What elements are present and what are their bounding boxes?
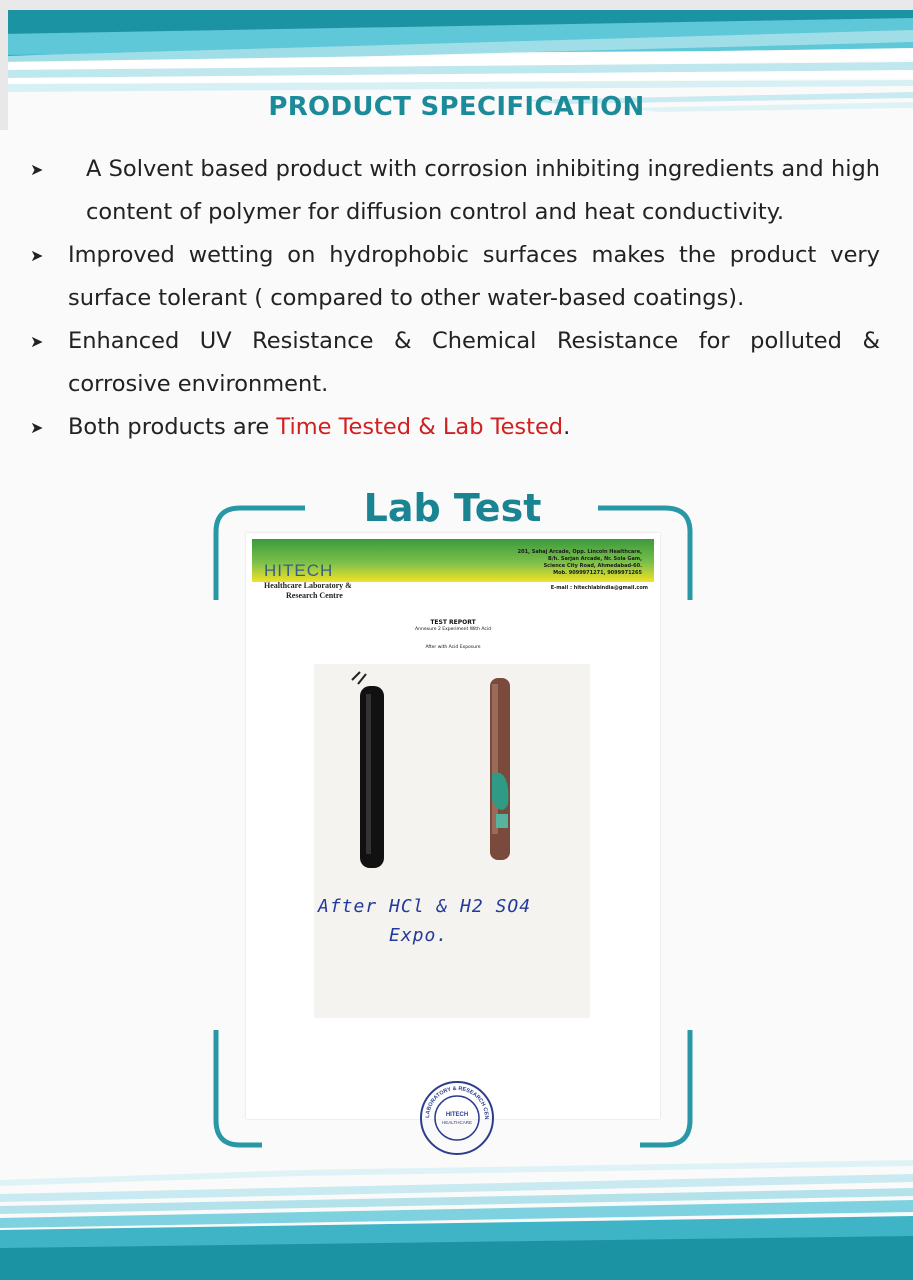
bullet-text: A Solvent based product with corrosion inhibiting ingredients and high content of polymer for diffusion control and heat conductivity. — [86, 156, 880, 225]
bullet-text-before: Both products are — [68, 414, 277, 440]
report-heading: TEST REPORT — [430, 619, 476, 626]
address-line: Science City Road, Ahmedabad-60. — [543, 563, 642, 569]
lab-test-title: Lab Test — [363, 486, 542, 530]
arrowhead-bullet-icon: ➤ — [30, 332, 44, 351]
report-subheading: Annexure 2 Experiment With Acid — [415, 627, 491, 632]
bullet-text: Enhanced UV Resistance & Chemical Resistance for polluted & corrosive environment. — [68, 328, 880, 397]
address-line: B/h. Sarjan Arcade, Nr. Sola Gam, — [548, 556, 642, 562]
handwritten-note: Expo. — [389, 925, 449, 946]
report-subheading-2: After with Acid Exposure — [425, 645, 481, 650]
tube-samples-image — [314, 664, 590, 1018]
page-title: PRODUCT SPECIFICATION — [268, 92, 645, 122]
sample-photo — [314, 664, 590, 1018]
report-email: E-mail : hitechlabindia@gmail.com — [550, 585, 648, 591]
arrowhead-bullet-icon: ➤ — [30, 160, 44, 179]
logo-sub-text: Healthcare Laboratory & — [264, 581, 352, 590]
arrowhead-bullet-icon: ➤ — [30, 246, 44, 265]
stamp-text: HITECH — [445, 1112, 469, 1118]
arrowhead-bullet-icon: ➤ — [30, 418, 44, 437]
bullet-text-after: . — [563, 414, 571, 440]
logo-main-text: HITECH — [264, 561, 334, 580]
logo-sub-text: Research Centre — [286, 591, 343, 600]
bullet-text: Improved wetting on hydrophobic surfaces makes the product very surface tolerant ( compared to other water-based coatings). — [68, 242, 880, 311]
stamp-text: HEALTHCARE — [442, 1120, 472, 1125]
address-line: 201, Sahaj Arcade, Opp. Lincoln Healthcare, — [517, 549, 642, 555]
hitech-logo — [264, 561, 384, 601]
report-address — [462, 549, 642, 577]
stamp-ring-text: LABORATORY & RESEARCH CEN — [424, 1085, 490, 1120]
lab-stamp-seal — [417, 1078, 497, 1158]
test-report-document — [246, 533, 660, 1125]
handwritten-note: After HCl & H2 SO4 — [318, 896, 532, 917]
highlight-text: Time Tested & Lab Tested — [276, 414, 564, 440]
address-line: Mob. 9099971271, 9099971265 — [553, 570, 642, 576]
